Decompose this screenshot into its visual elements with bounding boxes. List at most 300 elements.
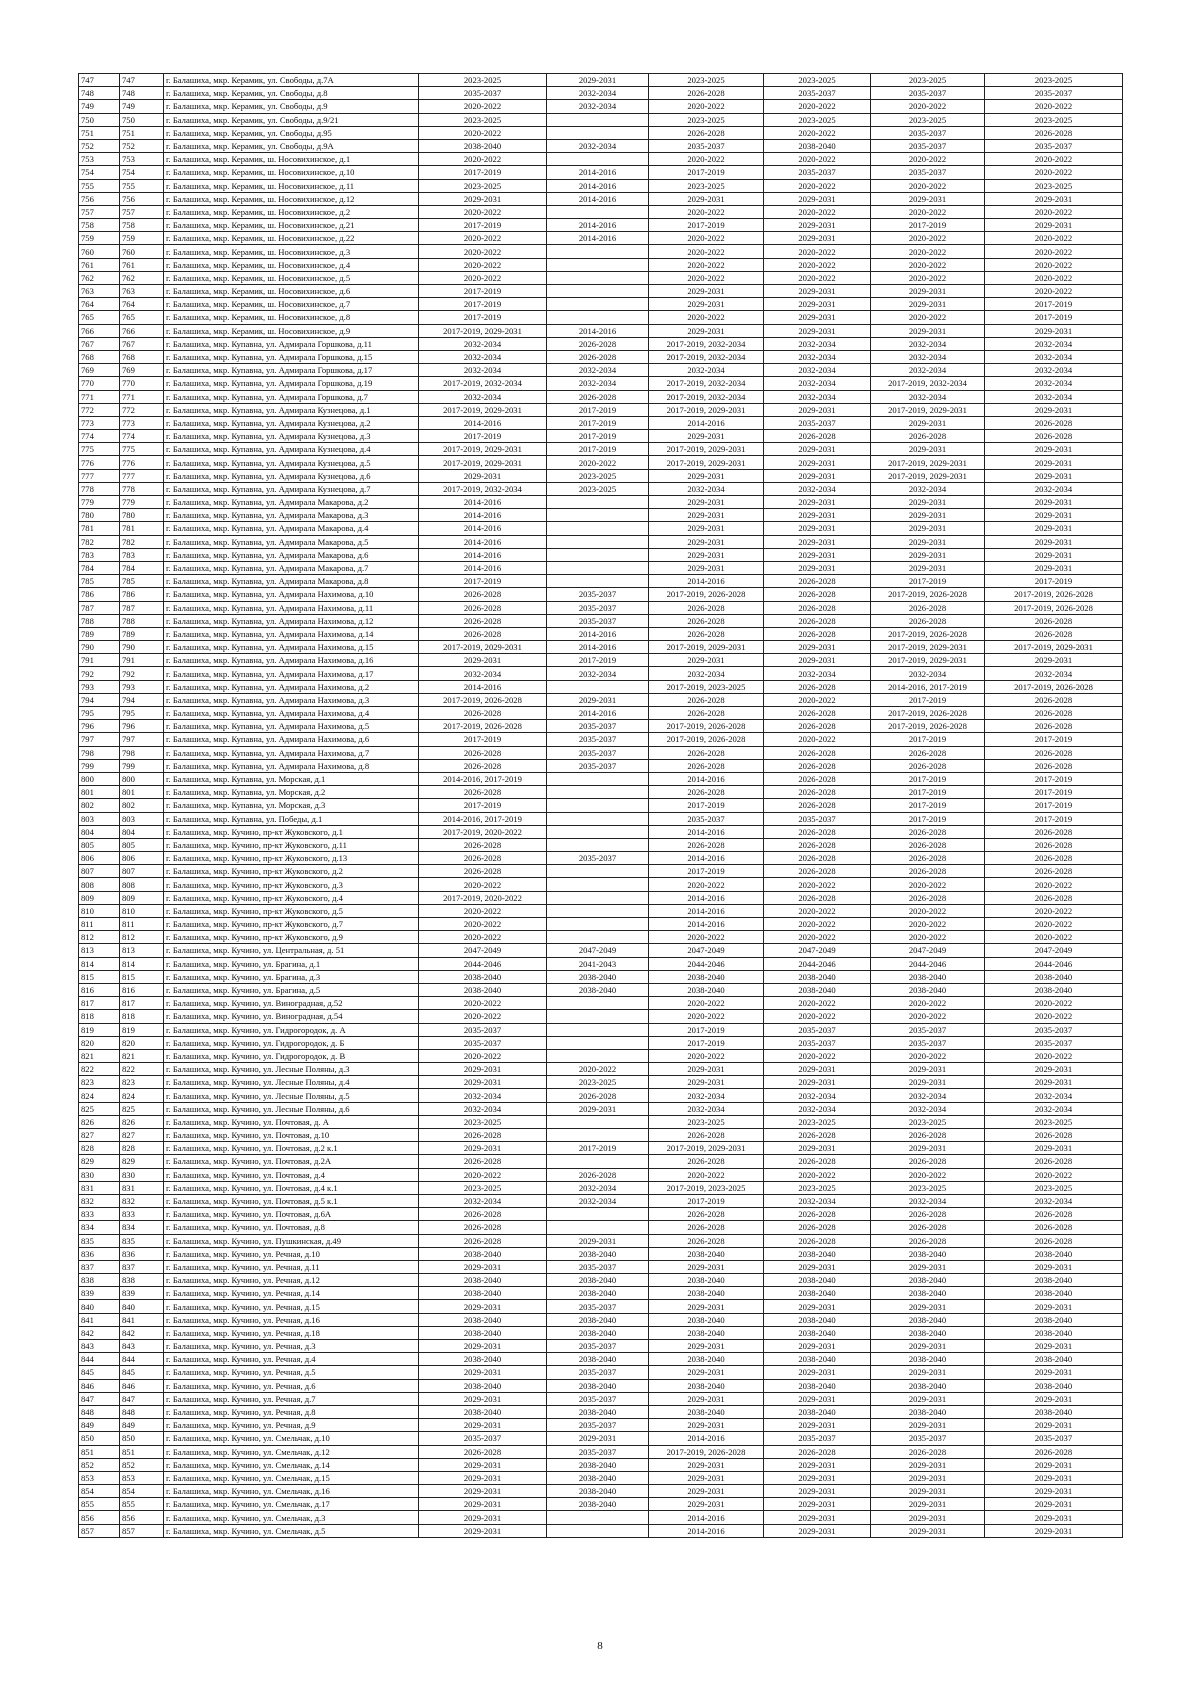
table-row	[79, 232, 1123, 245]
cell-registry-number: 768	[120, 350, 164, 363]
table-row	[79, 1155, 1123, 1168]
table-row	[79, 350, 1123, 363]
cell-period-5: 2026-2028	[871, 1155, 985, 1168]
cell-period-3: 2017-2019	[649, 1036, 764, 1049]
cell-period-3: 2038-2040	[649, 1326, 764, 1339]
cell-period-1: 2017-2019	[419, 733, 547, 746]
cell-address: г. Балашиха, мкр. Кучино, ул. Смельчак, д.15	[164, 1471, 419, 1484]
cell-period-5: 2017-2019	[871, 693, 985, 706]
cell-period-4: 2026-2028	[764, 891, 871, 904]
cell-period-1: 2029-2031	[419, 1340, 547, 1353]
cell-period-4: 2026-2028	[764, 1445, 871, 1458]
cell-period-1: 2029-2031	[419, 1260, 547, 1273]
cell-period-5: 2017-2019	[871, 772, 985, 785]
cell-period-2	[547, 1221, 649, 1234]
cell-period-6: 2032-2034	[985, 1194, 1123, 1207]
table-row	[79, 1010, 1123, 1023]
cell-period-3: 2029-2031	[649, 1366, 764, 1379]
cell-period-3: 2038-2040	[649, 1287, 764, 1300]
cell-period-4: 2038-2040	[764, 1379, 871, 1392]
cell-registry-number: 826	[120, 1115, 164, 1128]
cell-period-4: 2032-2034	[764, 1089, 871, 1102]
cell-period-6: 2023-2025	[985, 179, 1123, 192]
cell-address: г. Балашиха, мкр. Кучино, ул. Смельчак, д.5	[164, 1524, 419, 1537]
cell-period-2	[547, 878, 649, 891]
cell-period-5: 2035-2037	[871, 1036, 985, 1049]
cell-period-2: 2029-2031	[547, 1432, 649, 1445]
cell-period-2: 2035-2037	[547, 852, 649, 865]
cell-registry-number: 852	[120, 1458, 164, 1471]
cell-registry-number: 790	[120, 641, 164, 654]
cell-row-number: 853	[79, 1471, 120, 1484]
cell-period-4: 2020-2022	[764, 918, 871, 931]
cell-period-2	[547, 1511, 649, 1524]
table-row	[79, 1458, 1123, 1471]
cell-address: г. Балашиха, мкр. Купавна, ул. Адмирала Нахимова, д.5	[164, 720, 419, 733]
cell-period-3: 2017-2019, 2023-2025	[649, 1181, 764, 1194]
cell-row-number: 773	[79, 416, 120, 429]
cell-period-4: 2029-2031	[764, 469, 871, 482]
cell-period-2	[547, 891, 649, 904]
cell-period-6: 2017-2019	[985, 311, 1123, 324]
cell-address: г. Балашиха, мкр. Купавна, ул. Адмирала Нахимова, д.3	[164, 693, 419, 706]
table-row	[79, 865, 1123, 878]
cell-period-1: 2038-2040	[419, 983, 547, 996]
cell-period-6: 2026-2028	[985, 746, 1123, 759]
table-row	[79, 957, 1123, 970]
table-row	[79, 1432, 1123, 1445]
cell-period-2: 2038-2040	[547, 1247, 649, 1260]
cell-period-2	[547, 1010, 649, 1023]
cell-address: г. Балашиха, мкр. Кучино, пр-кт Жуковского, д.7	[164, 918, 419, 931]
cell-registry-number: 854	[120, 1485, 164, 1498]
cell-period-5: 2023-2025	[871, 74, 985, 87]
cell-period-5: 2020-2022	[871, 1010, 985, 1023]
cell-period-3: 2023-2025	[649, 1115, 764, 1128]
cell-row-number: 806	[79, 852, 120, 865]
cell-address: г. Балашиха, мкр. Кучино, ул. Смельчак, д.14	[164, 1458, 419, 1471]
cell-period-2: 2035-2037	[547, 1300, 649, 1313]
cell-period-4: 2029-2031	[764, 1366, 871, 1379]
cell-period-2: 2038-2040	[547, 1485, 649, 1498]
cell-period-4: 2026-2028	[764, 825, 871, 838]
cell-period-2	[547, 1115, 649, 1128]
cell-period-1: 2017-2019	[419, 298, 547, 311]
cell-period-1: 2023-2025	[419, 1181, 547, 1194]
cell-period-6: 2017-2019	[985, 799, 1123, 812]
cell-row-number: 761	[79, 258, 120, 271]
cell-registry-number: 781	[120, 522, 164, 535]
cell-row-number: 793	[79, 680, 120, 693]
cell-period-1: 2029-2031	[419, 1392, 547, 1405]
cell-period-4: 2038-2040	[764, 1247, 871, 1260]
cell-period-2	[547, 812, 649, 825]
cell-period-2: 2020-2022	[547, 456, 649, 469]
cell-period-6: 2029-2031	[985, 496, 1123, 509]
cell-period-4: 2026-2028	[764, 1221, 871, 1234]
cell-address: г. Балашиха, мкр. Керамик, ш. Носовихинское, д.22	[164, 232, 419, 245]
cell-period-1: 2014-2016	[419, 561, 547, 574]
cell-address: г. Балашиха, мкр. Кучино, ул. Речная, д.14	[164, 1287, 419, 1300]
table-row	[79, 1076, 1123, 1089]
schedule-table-container	[78, 73, 1122, 1538]
cell-registry-number: 819	[120, 1023, 164, 1036]
cell-registry-number: 776	[120, 456, 164, 469]
cell-row-number: 795	[79, 707, 120, 720]
cell-period-1: 2029-2031	[419, 469, 547, 482]
cell-period-5: 2029-2031	[871, 1076, 985, 1089]
cell-period-3: 2032-2034	[649, 1089, 764, 1102]
cell-period-6: 2026-2028	[985, 693, 1123, 706]
cell-period-1: 2014-2016	[419, 522, 547, 535]
cell-period-2	[547, 918, 649, 931]
cell-registry-number: 810	[120, 904, 164, 917]
cell-registry-number: 831	[120, 1181, 164, 1194]
cell-period-2	[547, 1155, 649, 1168]
cell-period-6: 2017-2019	[985, 733, 1123, 746]
table-row	[79, 667, 1123, 680]
cell-period-4: 2020-2022	[764, 126, 871, 139]
cell-period-4: 2020-2022	[764, 693, 871, 706]
cell-address: г. Балашиха, мкр. Купавна, ул. Адмирала Нахимова, д.14	[164, 627, 419, 640]
cell-period-1: 2038-2040	[419, 139, 547, 152]
cell-period-3: 2026-2028	[649, 1155, 764, 1168]
cell-row-number: 752	[79, 139, 120, 152]
cell-period-6: 2020-2022	[985, 1010, 1123, 1023]
cell-period-3: 2038-2040	[649, 1247, 764, 1260]
cell-row-number: 801	[79, 786, 120, 799]
cell-registry-number: 753	[120, 153, 164, 166]
cell-period-2	[547, 772, 649, 785]
cell-address: г. Балашиха, мкр. Кучино, пр-кт Жуковского, д.11	[164, 838, 419, 851]
cell-period-4: 2044-2046	[764, 957, 871, 970]
cell-period-4: 2029-2031	[764, 561, 871, 574]
cell-address: г. Балашиха, мкр. Кучино, ул. Почтовая, д.5 к.1	[164, 1194, 419, 1207]
cell-period-1: 2026-2028	[419, 1155, 547, 1168]
cell-period-2: 2026-2028	[547, 350, 649, 363]
cell-period-2	[547, 680, 649, 693]
cell-period-3: 2014-2016	[649, 575, 764, 588]
cell-period-5: 2026-2028	[871, 838, 985, 851]
cell-period-4: 2035-2037	[764, 87, 871, 100]
cell-period-6: 2017-2019	[985, 298, 1123, 311]
cell-period-2: 2047-2049	[547, 944, 649, 957]
cell-row-number: 842	[79, 1326, 120, 1339]
cell-period-4: 2026-2028	[764, 746, 871, 759]
cell-period-3: 2020-2022	[649, 311, 764, 324]
cell-period-1: 2014-2016	[419, 416, 547, 429]
cell-period-1: 2029-2031	[419, 1142, 547, 1155]
cell-address: г. Балашиха, мкр. Купавна, ул. Адмирала Горшкова, д.17	[164, 364, 419, 377]
cell-period-4: 2026-2028	[764, 1155, 871, 1168]
cell-row-number: 850	[79, 1432, 120, 1445]
table-row	[79, 456, 1123, 469]
cell-registry-number: 754	[120, 166, 164, 179]
table-row	[79, 509, 1123, 522]
cell-address: г. Балашиха, мкр. Керамик, ул. Свободы, д.8	[164, 87, 419, 100]
cell-row-number: 814	[79, 957, 120, 970]
table-row	[79, 179, 1123, 192]
cell-address: г. Балашиха, мкр. Купавна, ул. Адмирала Кузнецова, д.7	[164, 482, 419, 495]
cell-period-5: 2020-2022	[871, 931, 985, 944]
cell-period-6: 2035-2037	[985, 139, 1123, 152]
cell-period-6: 2029-2031	[985, 1485, 1123, 1498]
cell-registry-number: 763	[120, 285, 164, 298]
cell-period-4: 2026-2028	[764, 1234, 871, 1247]
cell-period-3: 2047-2049	[649, 944, 764, 957]
cell-period-6: 2032-2034	[985, 337, 1123, 350]
cell-period-3: 2014-2016	[649, 1524, 764, 1537]
cell-period-6: 2029-2031	[985, 456, 1123, 469]
cell-period-6: 2017-2019	[985, 786, 1123, 799]
cell-period-2	[547, 496, 649, 509]
cell-period-6: 2020-2022	[985, 271, 1123, 284]
table-row	[79, 205, 1123, 218]
cell-period-5: 2020-2022	[871, 153, 985, 166]
cell-address: г. Балашиха, мкр. Керамик, ш. Носовихинское, д.4	[164, 258, 419, 271]
cell-period-6: 2038-2040	[985, 1313, 1123, 1326]
cell-period-1: 2020-2022	[419, 1049, 547, 1062]
cell-period-5: 2035-2037	[871, 87, 985, 100]
cell-address: г. Балашиха, мкр. Кучино, ул. Пушкинская, д.49	[164, 1234, 419, 1247]
table-row	[79, 997, 1123, 1010]
cell-period-6: 2020-2022	[985, 918, 1123, 931]
table-row	[79, 324, 1123, 337]
cell-registry-number: 779	[120, 496, 164, 509]
cell-period-3: 2020-2022	[649, 153, 764, 166]
cell-row-number: 846	[79, 1379, 120, 1392]
cell-period-4: 2035-2037	[764, 416, 871, 429]
cell-period-6: 2017-2019	[985, 575, 1123, 588]
cell-period-5: 2029-2031	[871, 1458, 985, 1471]
cell-address: г. Балашиха, мкр. Купавна, ул. Адмирала Макарова, д.3	[164, 509, 419, 522]
cell-period-4: 2038-2040	[764, 1326, 871, 1339]
cell-period-3: 2038-2040	[649, 1274, 764, 1287]
cell-period-4: 2023-2025	[764, 1181, 871, 1194]
cell-address: г. Балашиха, мкр. Купавна, ул. Адмирала Горшкова, д.15	[164, 350, 419, 363]
cell-period-5: 2017-2019, 2032-2034	[871, 377, 985, 390]
cell-period-6: 2029-2031	[985, 443, 1123, 456]
cell-period-6: 2029-2031	[985, 522, 1123, 535]
cell-period-4: 2038-2040	[764, 1274, 871, 1287]
cell-period-6: 2023-2025	[985, 74, 1123, 87]
cell-period-4: 2026-2028	[764, 707, 871, 720]
cell-period-3: 2017-2019, 2026-2028	[649, 733, 764, 746]
cell-period-6: 2026-2028	[985, 1234, 1123, 1247]
cell-period-2	[547, 1023, 649, 1036]
cell-period-2: 2035-2037	[547, 1419, 649, 1432]
table-row	[79, 298, 1123, 311]
cell-row-number: 799	[79, 759, 120, 772]
cell-period-3: 2032-2034	[649, 667, 764, 680]
cell-period-1: 2017-2019	[419, 285, 547, 298]
table-row	[79, 258, 1123, 271]
cell-period-3: 2017-2019, 2029-2031	[649, 641, 764, 654]
table-row	[79, 1498, 1123, 1511]
cell-period-6: 2023-2025	[985, 113, 1123, 126]
cell-row-number: 807	[79, 865, 120, 878]
cell-registry-number: 823	[120, 1076, 164, 1089]
cell-period-2: 2014-2016	[547, 192, 649, 205]
cell-address: г. Балашиха, мкр. Керамик, ул. Свободы, д.7А	[164, 74, 419, 87]
cell-period-3: 2029-2031	[649, 324, 764, 337]
cell-period-4: 2029-2031	[764, 298, 871, 311]
table-row	[79, 1471, 1123, 1484]
cell-period-1: 2017-2019, 2020-2022	[419, 891, 547, 904]
cell-period-2: 2023-2025	[547, 482, 649, 495]
cell-period-4: 2029-2031	[764, 219, 871, 232]
table-row	[79, 192, 1123, 205]
cell-period-6: 2032-2034	[985, 482, 1123, 495]
cell-period-5: 2026-2028	[871, 1129, 985, 1142]
cell-period-2: 2035-2037	[547, 601, 649, 614]
table-row	[79, 166, 1123, 179]
cell-period-6: 2020-2022	[985, 153, 1123, 166]
cell-period-1: 2023-2025	[419, 179, 547, 192]
table-row	[79, 1326, 1123, 1339]
cell-period-1: 2026-2028	[419, 1208, 547, 1221]
cell-row-number: 792	[79, 667, 120, 680]
table-row	[79, 1036, 1123, 1049]
cell-period-1: 2020-2022	[419, 100, 547, 113]
cell-period-6: 2020-2022	[985, 245, 1123, 258]
cell-period-6: 2038-2040	[985, 1405, 1123, 1418]
cell-registry-number: 764	[120, 298, 164, 311]
table-row	[79, 1181, 1123, 1194]
cell-row-number: 823	[79, 1076, 120, 1089]
table-row	[79, 918, 1123, 931]
cell-period-6: 2026-2028	[985, 891, 1123, 904]
cell-period-3: 2017-2019, 2029-2031	[649, 1142, 764, 1155]
cell-period-3: 2020-2022	[649, 245, 764, 258]
cell-period-4: 2038-2040	[764, 1405, 871, 1418]
cell-period-6: 2038-2040	[985, 1247, 1123, 1260]
cell-row-number: 750	[79, 113, 120, 126]
cell-period-2: 2029-2031	[547, 74, 649, 87]
cell-period-2: 2038-2040	[547, 1274, 649, 1287]
cell-period-3: 2029-2031	[649, 285, 764, 298]
cell-period-1: 2029-2031	[419, 1076, 547, 1089]
cell-period-5: 2029-2031	[871, 1063, 985, 1076]
cell-period-3: 2038-2040	[649, 1353, 764, 1366]
table-row	[79, 812, 1123, 825]
cell-period-2: 2035-2037	[547, 1445, 649, 1458]
cell-period-4: 2029-2031	[764, 1458, 871, 1471]
cell-period-5: 2035-2037	[871, 139, 985, 152]
cell-period-6: 2026-2028	[985, 759, 1123, 772]
cell-period-6: 2038-2040	[985, 1379, 1123, 1392]
cell-period-1: 2017-2019, 2029-2031	[419, 456, 547, 469]
cell-row-number: 751	[79, 126, 120, 139]
cell-period-5: 2020-2022	[871, 205, 985, 218]
cell-period-1: 2020-2022	[419, 271, 547, 284]
cell-row-number: 769	[79, 364, 120, 377]
cell-period-4: 2038-2040	[764, 1313, 871, 1326]
cell-registry-number: 760	[120, 245, 164, 258]
cell-registry-number: 807	[120, 865, 164, 878]
table-row	[79, 944, 1123, 957]
cell-period-3: 2017-2019, 2032-2034	[649, 390, 764, 403]
cell-period-1: 2032-2034	[419, 1194, 547, 1207]
cell-period-3: 2029-2031	[649, 1419, 764, 1432]
cell-period-2	[547, 1036, 649, 1049]
cell-period-5: 2032-2034	[871, 667, 985, 680]
cell-registry-number: 812	[120, 931, 164, 944]
cell-address: г. Балашиха, мкр. Купавна, ул. Морская, д.3	[164, 799, 419, 812]
table-row	[79, 1049, 1123, 1062]
cell-period-6: 2020-2022	[985, 205, 1123, 218]
cell-period-5: 2023-2025	[871, 1181, 985, 1194]
cell-period-6: 2026-2028	[985, 614, 1123, 627]
cell-period-3: 2029-2031	[649, 535, 764, 548]
cell-period-1: 2032-2034	[419, 350, 547, 363]
cell-period-6: 2029-2031	[985, 561, 1123, 574]
cell-registry-number: 855	[120, 1498, 164, 1511]
cell-period-2: 2020-2022	[547, 1063, 649, 1076]
cell-row-number: 811	[79, 918, 120, 931]
table-row	[79, 390, 1123, 403]
cell-period-2: 2023-2025	[547, 1076, 649, 1089]
cell-period-2: 2017-2019	[547, 1142, 649, 1155]
cell-period-6: 2032-2034	[985, 1102, 1123, 1115]
cell-period-2: 2014-2016	[547, 232, 649, 245]
cell-address: г. Балашиха, мкр. Кучино, ул. Речная, д.12	[164, 1274, 419, 1287]
cell-period-4: 2020-2022	[764, 1049, 871, 1062]
cell-period-4: 2038-2040	[764, 139, 871, 152]
table-row	[79, 1287, 1123, 1300]
cell-period-5: 2026-2028	[871, 614, 985, 627]
cell-period-5: 2035-2037	[871, 1432, 985, 1445]
cell-period-2: 2029-2031	[547, 1234, 649, 1247]
cell-address: г. Балашиха, мкр. Кучино, ул. Речная, д.8	[164, 1405, 419, 1418]
cell-period-1: 2017-2019, 2032-2034	[419, 377, 547, 390]
cell-address: г. Балашиха, мкр. Кучино, ул. Почтовая, д. А	[164, 1115, 419, 1128]
cell-address: г. Балашиха, мкр. Керамик, ш. Носовихинское, д.9	[164, 324, 419, 337]
table-row	[79, 1353, 1123, 1366]
table-row	[79, 377, 1123, 390]
cell-registry-number: 799	[120, 759, 164, 772]
cell-period-1: 2014-2016	[419, 535, 547, 548]
table-row	[79, 627, 1123, 640]
cell-row-number: 810	[79, 904, 120, 917]
cell-period-2: 2038-2040	[547, 1471, 649, 1484]
cell-period-6: 2029-2031	[985, 469, 1123, 482]
cell-registry-number: 808	[120, 878, 164, 891]
cell-period-6: 2029-2031	[985, 1300, 1123, 1313]
cell-registry-number: 777	[120, 469, 164, 482]
cell-row-number: 841	[79, 1313, 120, 1326]
cell-period-2: 2029-2031	[547, 693, 649, 706]
cell-registry-number: 829	[120, 1155, 164, 1168]
cell-registry-number: 825	[120, 1102, 164, 1115]
cell-period-6: 2026-2028	[985, 416, 1123, 429]
cell-period-4: 2026-2028	[764, 799, 871, 812]
cell-period-6: 2023-2025	[985, 1181, 1123, 1194]
cell-period-2: 2032-2034	[547, 100, 649, 113]
cell-address: г. Балашиха, мкр. Купавна, ул. Адмирала Нахимова, д.6	[164, 733, 419, 746]
cell-period-2: 2023-2025	[547, 469, 649, 482]
cell-period-4: 2035-2037	[764, 812, 871, 825]
cell-row-number: 749	[79, 100, 120, 113]
cell-registry-number: 824	[120, 1089, 164, 1102]
cell-registry-number: 811	[120, 918, 164, 931]
cell-address: г. Балашиха, мкр. Кучино, ул. Центральная, д. 51	[164, 944, 419, 957]
cell-period-1: 2029-2031	[419, 1511, 547, 1524]
cell-period-6: 2026-2028	[985, 707, 1123, 720]
cell-period-5: 2020-2022	[871, 904, 985, 917]
cell-address: г. Балашиха, мкр. Кучино, ул. Виноградная, д.52	[164, 997, 419, 1010]
cell-period-5: 2020-2022	[871, 245, 985, 258]
